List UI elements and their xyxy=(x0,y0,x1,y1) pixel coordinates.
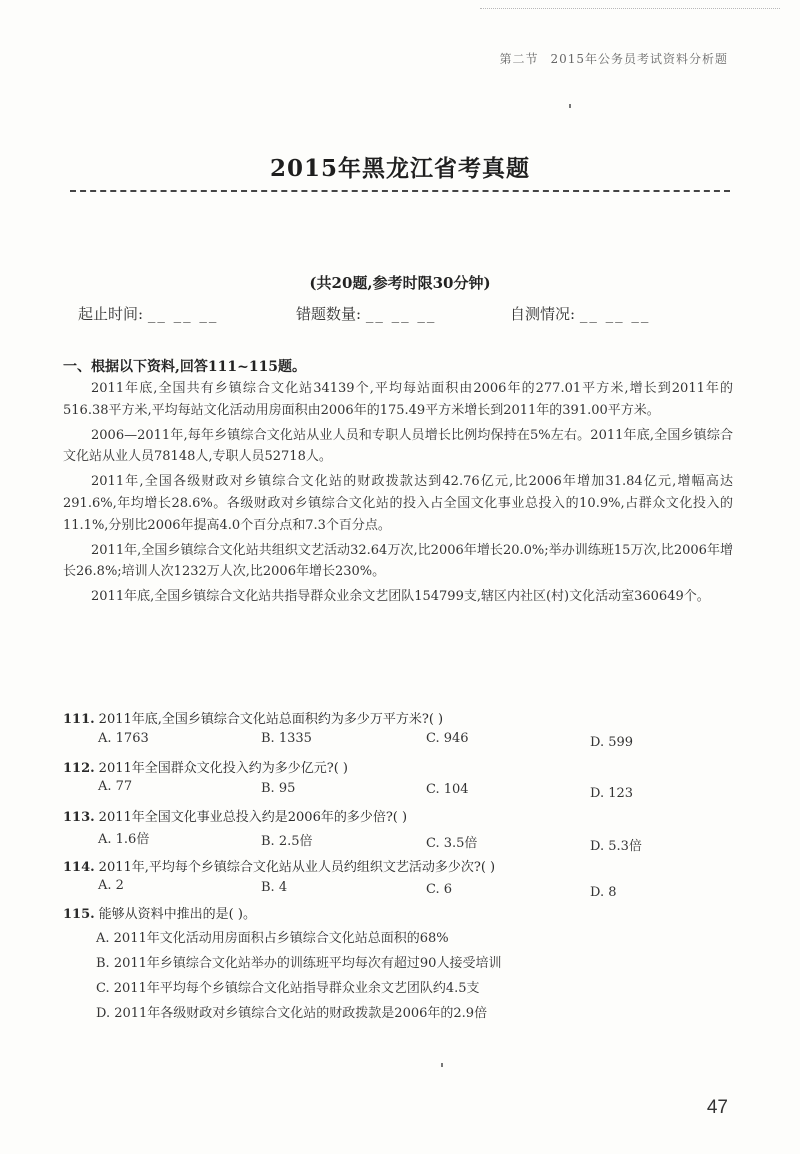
option-b: B. 4 xyxy=(261,880,288,895)
option-c: C. 6 xyxy=(426,882,453,897)
page-title: 2015年黑龙江省考真题 xyxy=(269,155,530,182)
question-stem: 2011年全国文化事业总投入约是2006年的多少倍?( ) xyxy=(98,810,408,825)
option-d: D. 8 xyxy=(590,885,617,900)
errors-blank: __ __ __ xyxy=(365,305,437,323)
question-112 xyxy=(63,757,348,776)
option-a: A. 77 xyxy=(98,779,133,794)
scan-speck xyxy=(441,1063,443,1067)
running-head-chapter: 第二节 xyxy=(499,52,539,66)
option-c: C. 3.5倍 xyxy=(426,836,478,851)
time-label: 起止时间: xyxy=(78,305,144,323)
question-stem: 2011年全国群众文化投入约为多少亿元?( ) xyxy=(98,761,349,776)
self-eval-label: 自测情况: xyxy=(510,305,576,323)
passage-paragraph: 2011年,全国各级财政对乡镇综合文化站的财政拨款达到42.76亿元,比2006年增加31.84亿元,增幅高达291.6%,年均增长28.6%。各级财政对乡镇综合文化站的投入占全国文化事业总投入的10.9%,占群众文化投入的11.1%,分别比2006年提高4.0个百分点和7.3个百分点。 xyxy=(63,474,733,533)
option-b: B. 2.5倍 xyxy=(261,834,313,849)
self-eval-blank: __ __ __ xyxy=(579,305,651,323)
question-number: 114. xyxy=(63,860,95,875)
option-b: B. 2011年乡镇综合文化站举办的训练班平均每次有超过90人接受培训 xyxy=(96,956,502,971)
passage-paragraph: 2011年底,全国乡镇综合文化站共指导群众业余文艺团队154799支,辖区内社区(村)文化活动室360649个。 xyxy=(91,589,710,605)
question-114 xyxy=(63,856,495,875)
option-a: A. 1763 xyxy=(98,731,149,746)
question-number: 113. xyxy=(63,810,95,825)
errors-label: 错题数量: xyxy=(296,305,362,323)
running-head-title: 2015年公务员考试资料分析题 xyxy=(550,52,728,66)
question-115 xyxy=(63,903,256,922)
option-b: B. 1335 xyxy=(261,731,312,746)
option-b: B. 95 xyxy=(261,781,296,796)
passage-paragraph: 2011年,全国乡镇综合文化站共组织文艺活动32.64万次,比2006年增长20.0%;举办训练班15万次,比2006年增长26.8%;培训人次1232万人次,比2006年增长230%。 xyxy=(63,542,733,580)
self-eval-field xyxy=(510,303,650,324)
passage-paragraph: 2006—2011年,每年乡镇综合文化站从业人员和专职人员增长比例均保持在5%左右。2011年底,全国乡镇综合文化站从业人员78148人,专职人员52718人。 xyxy=(63,427,733,465)
section-heading: 一、根据以下资料,回答111~115题。 xyxy=(63,359,307,375)
option-c: C. 104 xyxy=(426,782,469,797)
option-d: D. 599 xyxy=(590,735,634,750)
passage-paragraph: 2011年底,全国共有乡镇综合文化站34139个,平均每站面积由2006年的277.01平方米,增长到2011年的516.38平方米,平均每站文化活动用房面积由2006年的175.49平方米增长到2011年的391.00平方米。 xyxy=(63,381,733,418)
question-number: 111. xyxy=(63,712,95,727)
question-stem: 2011年,平均每个乡镇综合文化站从业人员约组织文艺活动多少次?( ) xyxy=(98,860,496,875)
reading-passage xyxy=(63,378,733,611)
question-number: 112. xyxy=(63,761,95,776)
option-d: D. 123 xyxy=(590,786,634,801)
question-stem: 能够从资料中推出的是( )。 xyxy=(98,907,256,922)
option-c: C. 2011年平均每个乡镇综合文化站指导群众业余文艺团队约4.5支 xyxy=(96,981,480,996)
question-stem: 2011年底,全国乡镇综合文化站总面积约为多少万平方米?( ) xyxy=(98,712,444,727)
question-number: 115. xyxy=(63,907,95,922)
errors-field xyxy=(296,303,436,324)
option-d: D. 5.3倍 xyxy=(590,839,642,854)
page-number: 47 xyxy=(706,1097,728,1118)
question-111 xyxy=(63,708,443,727)
option-c: C. 946 xyxy=(426,731,469,746)
question-113 xyxy=(63,806,407,825)
option-a: A. 1.6倍 xyxy=(98,832,150,847)
running-head xyxy=(499,50,728,67)
time-field xyxy=(78,303,218,324)
option-d: D. 2011年各级财政对乡镇综合文化站的财政拨款是2006年的2.9倍 xyxy=(96,1006,488,1021)
time-blank: __ __ __ xyxy=(147,305,219,323)
top-edge-artifact xyxy=(480,8,780,11)
option-a: A. 2011年文化活动用房面积占乡镇综合文化站总面积的68% xyxy=(96,931,449,946)
title-rule xyxy=(70,190,730,194)
option-a: A. 2 xyxy=(98,878,124,893)
exam-subtitle: (共20题,参考时限30分钟) xyxy=(309,274,491,292)
scan-speck xyxy=(569,104,571,108)
